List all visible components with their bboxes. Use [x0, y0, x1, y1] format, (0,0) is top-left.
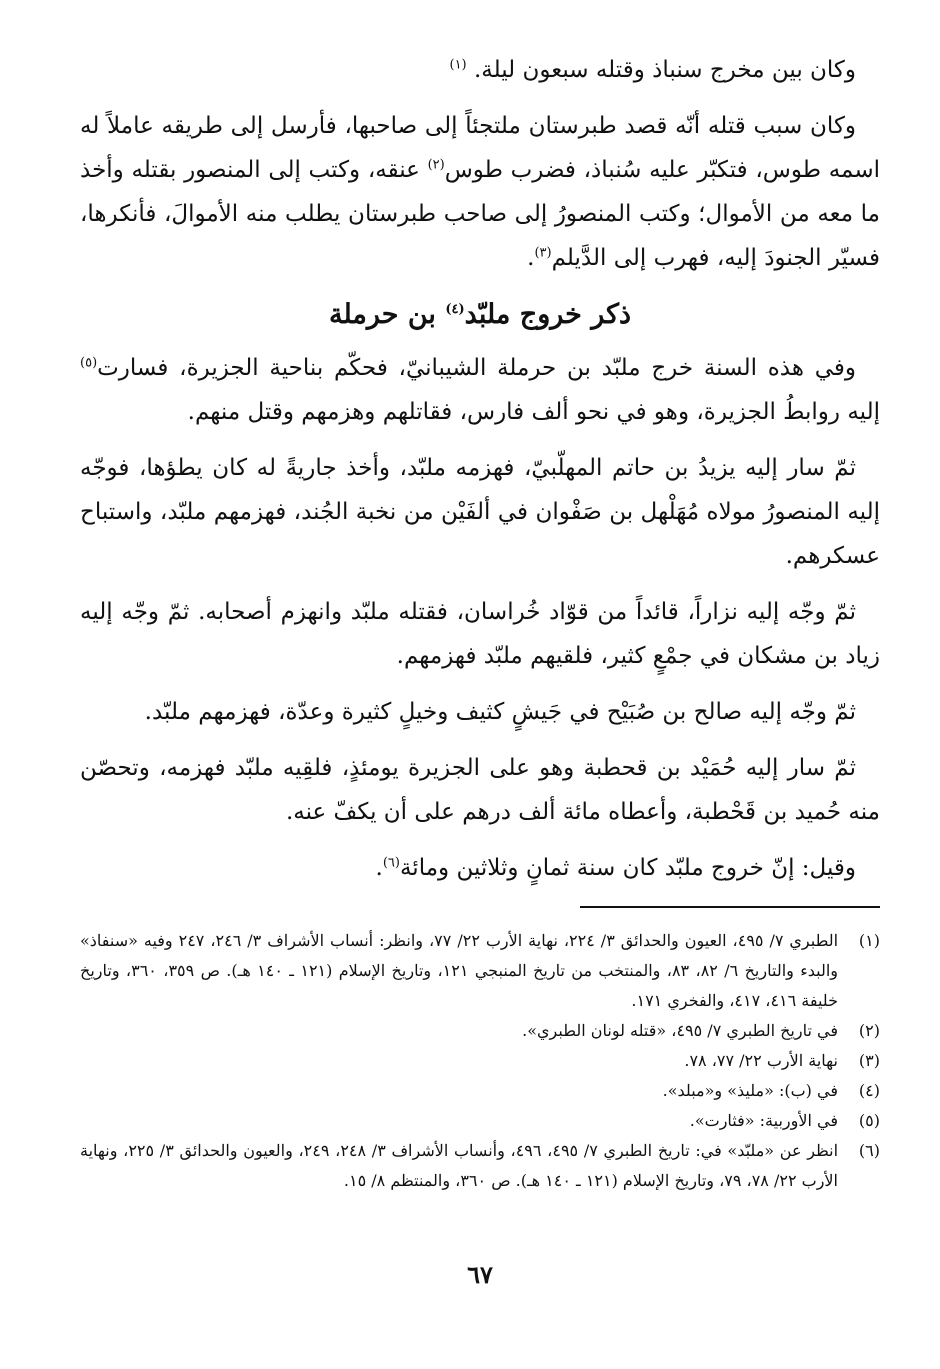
- footnote-text: نهاية الأرب ٢٢/ ٧٧، ٧٨.: [684, 1051, 838, 1070]
- paragraph-6: ثمّ وجّه إليه صالح بن صُبَيْح في جَيشٍ كثيف وخيلٍ كثيرة وعدّة، فهزمهم ملبّد.: [144, 699, 856, 725]
- footnote-ref-6[interactable]: (٦): [382, 855, 400, 871]
- footnote-number: (٤): [858, 1081, 880, 1100]
- footnote-1: [80, 926, 880, 1016]
- footnote-5: [80, 1106, 880, 1136]
- footnote-6: [80, 1136, 880, 1196]
- footnote-text: في الأوربية: «فثارت».: [689, 1111, 838, 1130]
- footnote-ref-2[interactable]: (٢): [427, 157, 445, 173]
- paragraph-7: ثمّ سار إليه حُمَيْد بن قحطبة وهو على الجزيرة يومئذٍ، فلقِيه ملبّد فهزمه، وتحصّن منه حُميد بن قَحْطبة، وأعطاه مائة ألف درهم على أن يكفّ عنه.: [80, 755, 880, 825]
- paragraph-5: ثمّ وجّه إليه نزاراً، قائداً من قوّاد خُراسان، فقتله ملبّد وانهزم أصحابه. ثمّ وجّه إليه زياد بن مشكان في جمْعٍ كثير، فلقيهم ملبّد فهزمهم.: [80, 599, 880, 669]
- footnote-3: [80, 1046, 880, 1076]
- paragraph-8: وقيل: إنّ خروج ملبّد كان سنة ثمانٍ وثلاثين ومائة$^{(٦)}$.: [375, 855, 856, 881]
- footnote-ref-1[interactable]: (١): [449, 57, 467, 73]
- footnote-number: (٢): [858, 1021, 880, 1040]
- footnote-ref-3[interactable]: (٣): [534, 245, 552, 261]
- section-heading: ذكر خروج ملبّد$^{(٤)}$ بن حرملة: [329, 299, 631, 330]
- paragraph-1: وكان بين مخرج سنباذ وقتله سبعون ليلة. $^{(١)}$: [449, 57, 856, 83]
- footnote-2: [80, 1016, 880, 1046]
- footnote-text: في تاريخ الطبري ٧/ ٤٩٥، «قتله لونان الطبري».: [522, 1021, 838, 1040]
- footnote-divider: [580, 906, 880, 908]
- footnote-4: [80, 1076, 880, 1106]
- footnote-number: (٥): [858, 1111, 880, 1130]
- footnote-ref-4[interactable]: (٤): [445, 302, 465, 317]
- paragraph-2: وكان سبب قتله أنّه قصد طبرستان ملتجئاً إلى صاحبها، فأرسل إلى طريقه عاملاً له اسمه طوس، فتكبّر عليه سُنباذ، فضرب طوس$^{(٢)}$ عنقه، وكتب إلى المنصور بقتله وأخذ ما معه من الأموال؛ وكتب المنصورُ إلى صاحب طبرستان يطلب منه الأموالَ، فأنكرها، فسيّر الجنودَ إليه، فهرب إلى الدَّيلم$^{(٣)}$.: [80, 113, 880, 271]
- paragraph-4: ثمّ سار إليه يزيدُ بن حاتم المهلّبيّ، فهزمه ملبّد، وأخذ جاريةً له كان يطؤها، فوجّه إليه المنصورُ مولاه مُهَلْهل بن صَفْوان في ألفَيْن من نخبة الجُند، فهزمهم ملبّد، واستباح عسكرهم.: [80, 455, 880, 569]
- footnotes: [80, 926, 880, 1196]
- footnote-text: انظر عن «ملبّد» في: تاريخ الطبري ٧/ ٤٩٥، ٤٩٦، وأنساب الأشراف ٣/ ٢٤٨، ٢٤٩، والعيون والحدائق ٣/ ٢٢٥، ونهاية الأرب ٢٢/ ٧٨، ٧٩، وتاريخ الإسلام (١٢١ ـ ١٤٠ هـ). ص ٣٦٠، والمنتظم ٨/ ١٥.: [80, 1141, 839, 1190]
- main-text: [80, 48, 880, 890]
- paragraph-3: وفي هذه السنة خرج ملبّد بن حرملة الشيبانيّ، فحكّم بناحية الجزيرة، فسارت$^{(٥)}$ إليه روابطُ الجزيرة، وهو في نحو ألف فارس، فقاتلهم وهزمهم وقتل منهم.: [80, 355, 880, 425]
- footnote-text: في (ب): «مليذ» و«مبلد».: [662, 1081, 838, 1100]
- footnote-text: الطبري ٧/ ٤٩٥، العيون والحدائق ٣/ ٢٢٤، نهاية الأرب ٢٢/ ٧٧، وانظر: أنساب الأشراف ٣/ ٢٤٦، ٢٤٧ وفيه «سنفاذ» والبدء والتاريخ ٦/ ٨٢، ٨٣، والمنتخب من تاريخ المنبجي ١٢١، وتاريخ الإسلام (١٢١ ـ ١٤٠ هـ). ص ٣٥٩، ٣٦٠، وتاريخ خليفة ٤١٦، ٤١٧، والفخري ١٧١.: [80, 931, 839, 1010]
- footnote-number: (٣): [858, 1051, 880, 1070]
- footnote-ref-5[interactable]: (٥): [80, 355, 98, 371]
- footnote-number: (٦): [858, 1141, 880, 1160]
- page-number: ٦٧: [467, 1260, 493, 1289]
- footnote-number: (١): [858, 931, 880, 950]
- book-page: [80, 48, 880, 1338]
